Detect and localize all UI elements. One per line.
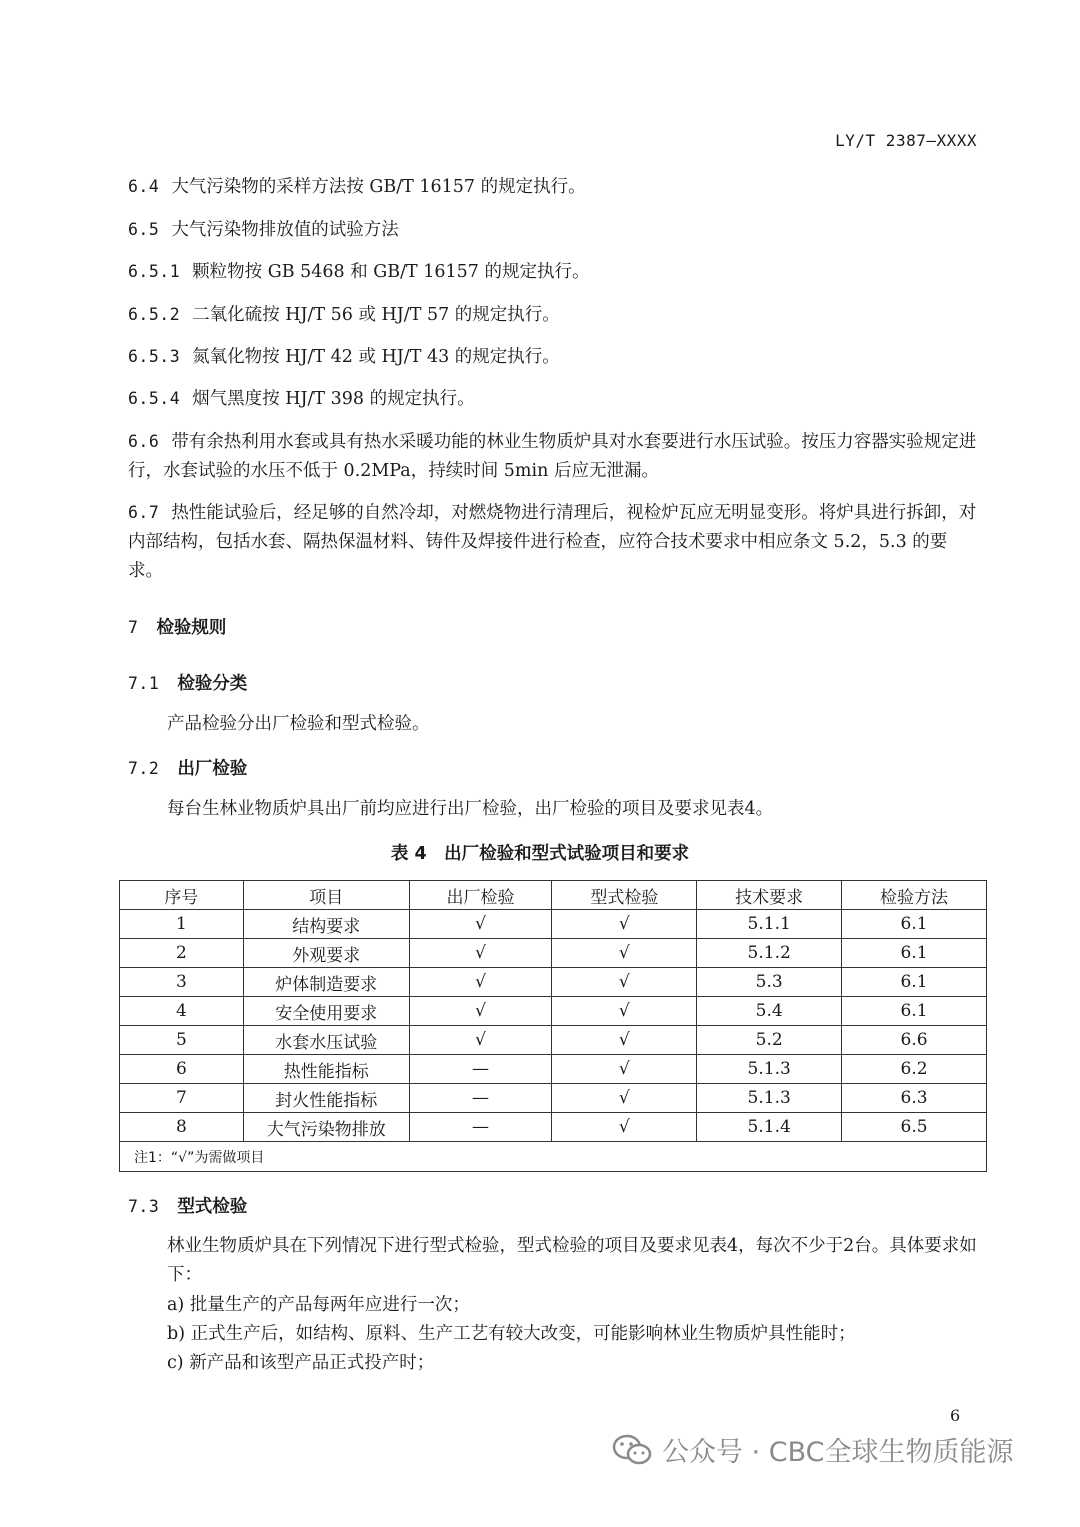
heading-7-1: 7.1 检验分类 [128,674,248,694]
heading-7-2: 7.2 出厂检验 [128,759,248,779]
table-row [120,939,987,968]
table-cell: 5.1.3 [697,1084,842,1113]
table-row [120,1084,987,1113]
watermark [612,1430,1014,1469]
clause-6-5-4: 6.5.4 烟气黑度按 HJ/T 398 的规定执行。 [128,389,475,409]
heading-7-3: 7.3 型式检验 [128,1197,248,1217]
table-cell: 3 [120,968,244,997]
clause-6-7: 6.7 热性能试验后，经足够的自然冷却，对燃烧物进行清理后，视检炉瓦应无明显变形。将炉具进行拆卸，对内部结构，包括水套、隔热保温材料、铸件及焊接件进行检查，应符合技术要求中相应条文 5.2，5.3 的要求。 [128,503,977,581]
table-cell: 大气污染物排放 [243,1113,409,1142]
clause-7-2-body: 每台生林业物质炉具出厂前均应进行出厂检验，出厂检验的项目及要求见表4。 [167,799,774,819]
table-cell: 5.1.2 [697,939,842,968]
clause-6-5-2: 6.5.2 二氧化硫按 HJ/T 56 或 HJ/T 57 的规定执行。 [128,305,560,325]
table-title: 表 4 出厂检验和型式试验项目和要求 [390,844,690,864]
table-row [120,1113,987,1142]
wechat-icon [612,1433,652,1467]
table-cell: √ [552,910,697,939]
table-cell: 2 [120,939,244,968]
clause-6-5: 6.5 大气污染物排放值的试验方法 [128,220,399,240]
table-cell: √ [409,968,552,997]
table-note: 注1：“√”为需做项目 [120,1142,987,1172]
clause-6-5-1: 6.5.1 颗粒物按 GB 5468 和 GB/T 16157 的规定执行。 [128,262,590,282]
header-cell: 技术要求 [697,881,842,910]
table-cell: 6.1 [842,997,987,1026]
table-cell: 热性能指标 [243,1055,409,1084]
table-row [120,968,987,997]
table-cell: 8 [120,1113,244,1142]
header-cell: 序号 [120,881,244,910]
table-cell: √ [552,1084,697,1113]
table-cell: √ [552,1026,697,1055]
clause-7-1-body: 产品检验分出厂检验和型式检验。 [167,714,430,734]
clause-6-5-3: 6.5.3 氮氧化物按 HJ/T 42 或 HJ/T 43 的规定执行。 [128,347,560,367]
table-cell: 外观要求 [243,939,409,968]
table-cell: 6.1 [842,968,987,997]
table-cell: 结构要求 [243,910,409,939]
header-cell: 检验方法 [842,881,987,910]
table-cell: 6.6 [842,1026,987,1055]
table-cell: 6.1 [842,910,987,939]
table-cell: √ [552,939,697,968]
table-cell: √ [409,910,552,939]
table-cell: 6.2 [842,1055,987,1084]
table-cell: √ [409,939,552,968]
table-cell: √ [409,997,552,1026]
table-cell: 7 [120,1084,244,1113]
table-cell: — [409,1113,552,1142]
watermark-text: 公众号 · CBC全球生物质能源 [662,1437,1014,1468]
table-cell: 6 [120,1055,244,1084]
clause-7-3-body: 林业生物质炉具在下列情况下进行型式检验，型式检验的项目及要求见表4，每次不少于2台。具体要求如下： [167,1236,977,1285]
table-header-row [120,881,987,910]
table-row [120,910,987,939]
table-cell: 水套水压试验 [243,1026,409,1055]
table-cell: √ [552,1055,697,1084]
header-cell: 型式检验 [552,881,697,910]
table-cell: 5.3 [697,968,842,997]
table-cell: 5 [120,1026,244,1055]
clause-6-6: 6.6 带有余热利用水套或具有热水采暖功能的林业生物质炉具对水套要进行水压试验。按压力容器实验规定进行，水套试验的水压不低于 0.2MPa，持续时间 5min 后应无泄漏。 [128,432,977,481]
table-cell: 5.1.1 [697,910,842,939]
table-cell: 6.5 [842,1113,987,1142]
table-cell: — [409,1055,552,1084]
table-cell: 5.4 [697,997,842,1026]
table-cell: √ [552,997,697,1026]
heading-7: 7 检验规则 [128,618,227,638]
table-cell: 6.1 [842,939,987,968]
list-item: a) 批量生产的产品每两年应进行一次； [167,1295,470,1315]
table-cell: — [409,1084,552,1113]
inspection-table [119,880,987,1172]
table-note-row [120,1142,987,1172]
table-cell: 1 [120,910,244,939]
list-item: c) 新产品和该型产品正式投产时； [167,1353,435,1373]
table-row [120,997,987,1026]
table-cell: 5.1.3 [697,1055,842,1084]
clause-6-4: 6.4 大气污染物的采样方法按 GB/T 16157 的规定执行。 [128,177,586,197]
header-cell: 项目 [243,881,409,910]
table-row [120,1026,987,1055]
table-row [120,1055,987,1084]
table-cell: 安全使用要求 [243,997,409,1026]
page-number: 6 [950,1406,961,1425]
table-cell: 4 [120,997,244,1026]
list-item: b) 正式生产后，如结构、原料、生产工艺有较大改变，可能影响林业生物质炉具性能时； [167,1324,856,1344]
table-cell: 炉体制造要求 [243,968,409,997]
table-cell: 6.3 [842,1084,987,1113]
table-cell: √ [552,1113,697,1142]
table-cell: √ [409,1026,552,1055]
header-cell: 出厂检验 [409,881,552,910]
document-code: LY/T 2387—XXXX [835,131,977,150]
table-cell: 5.1.4 [697,1113,842,1142]
table-cell: 封火性能指标 [243,1084,409,1113]
table-cell: 5.2 [697,1026,842,1055]
table-cell: √ [552,968,697,997]
